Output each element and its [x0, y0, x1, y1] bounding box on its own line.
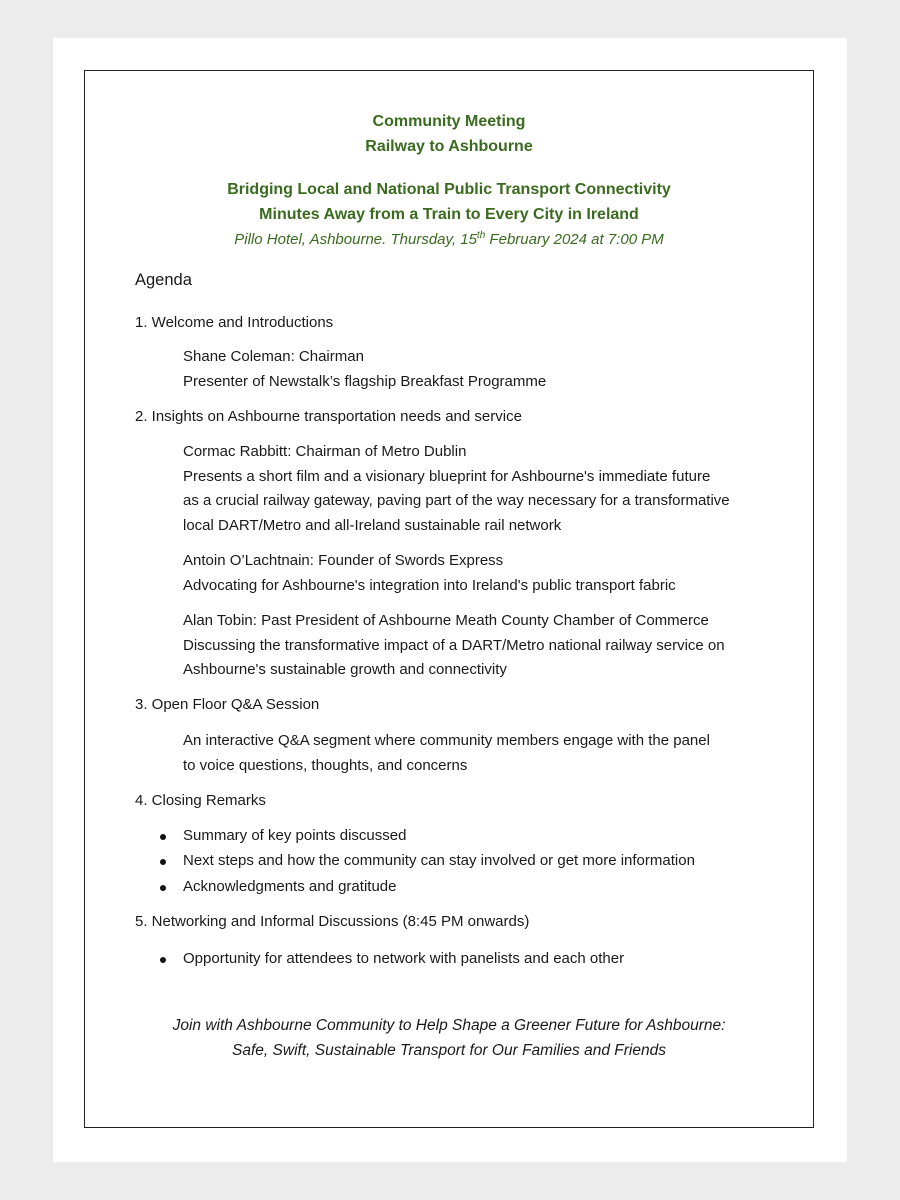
item-4-bullet: Next steps and how the community can stay involved or get more information: [183, 852, 695, 869]
item-5-heading: 5. Networking and Informal Discussions (8:45 PM onwards): [135, 913, 530, 930]
speaker-2-line: Advocating for Ashbourne's integration into Ireland's public transport fabric: [183, 577, 676, 594]
subtitle-line-2: Minutes Away from a Train to Every City in Ireland: [259, 206, 639, 223]
document-page: [53, 38, 847, 1162]
item-4-bullet: Acknowledgments and gratitude: [183, 878, 397, 895]
item-2-heading: 2. Insights on Ashbourne transportation needs and service: [135, 408, 522, 425]
title-line-2: Railway to Ashbourne: [365, 138, 533, 155]
speaker-1-line: Presents a short film and a visionary blueprint for Ashbourne's immediate future: [183, 468, 711, 485]
speaker-1-line: Cormac Rabbitt: Chairman of Metro Dublin: [183, 443, 467, 460]
speaker-3-line: Discussing the transformative impact of a DART/Metro national railway service on: [183, 637, 725, 654]
item-4-heading: 4. Closing Remarks: [135, 792, 266, 809]
item-3-line: An interactive Q&A segment where community members engage with the panel: [183, 732, 710, 749]
page-border: [84, 70, 814, 1128]
bullet-icon: [160, 834, 166, 840]
speaker-2-line: Antoin O’Lachtnain: Founder of Swords Express: [183, 552, 504, 569]
bullet-icon: [160, 885, 166, 891]
speaker-3-line: Ashbourne's sustainable growth and connectivity: [183, 661, 507, 678]
item-5-bullet: Opportunity for attendees to network with panelists and each other: [183, 950, 625, 967]
subtitle-block: [85, 177, 813, 227]
item-4-bullet: Summary of key points discussed: [183, 827, 407, 844]
item-1-line: Shane Coleman: Chairman: [183, 348, 364, 365]
speaker-1-line: as a crucial railway gateway, paving part of the way necessary for a transformative: [183, 492, 730, 509]
item-3-line: to voice questions, thoughts, and concerns: [183, 757, 468, 774]
bullet-icon: [160, 859, 166, 865]
bullet-icon: [160, 957, 166, 963]
subtitle-line-1: Bridging Local and National Public Transport Connectivity: [227, 181, 671, 198]
speaker-3-line: Alan Tobin: Past President of Ashbourne Meath County Chamber of Commerce: [183, 612, 709, 629]
title-block: [85, 109, 813, 159]
venue-line: Pillo Hotel, Ashbourne. Thursday, 15th February 2024 at 7:00 PM: [234, 230, 664, 248]
item-1-line: Presenter of Newstalk’s flagship Breakfast Programme: [183, 373, 547, 390]
agenda-heading: Agenda: [135, 271, 192, 289]
item-1-heading: 1. Welcome and Introductions: [135, 314, 334, 331]
item-3-heading: 3. Open Floor Q&A Session: [135, 696, 320, 713]
closing-line-2: Safe, Swift, Sustainable Transport for Our Families and Friends: [232, 1042, 666, 1059]
title-line-1: Community Meeting: [372, 113, 526, 130]
speaker-1-line: local DART/Metro and all-Ireland sustainable rail network: [183, 517, 562, 534]
closing-statement: [85, 1013, 813, 1063]
closing-line-1: Join with Ashbourne Community to Help Shape a Greener Future for Ashbourne:: [172, 1017, 726, 1034]
